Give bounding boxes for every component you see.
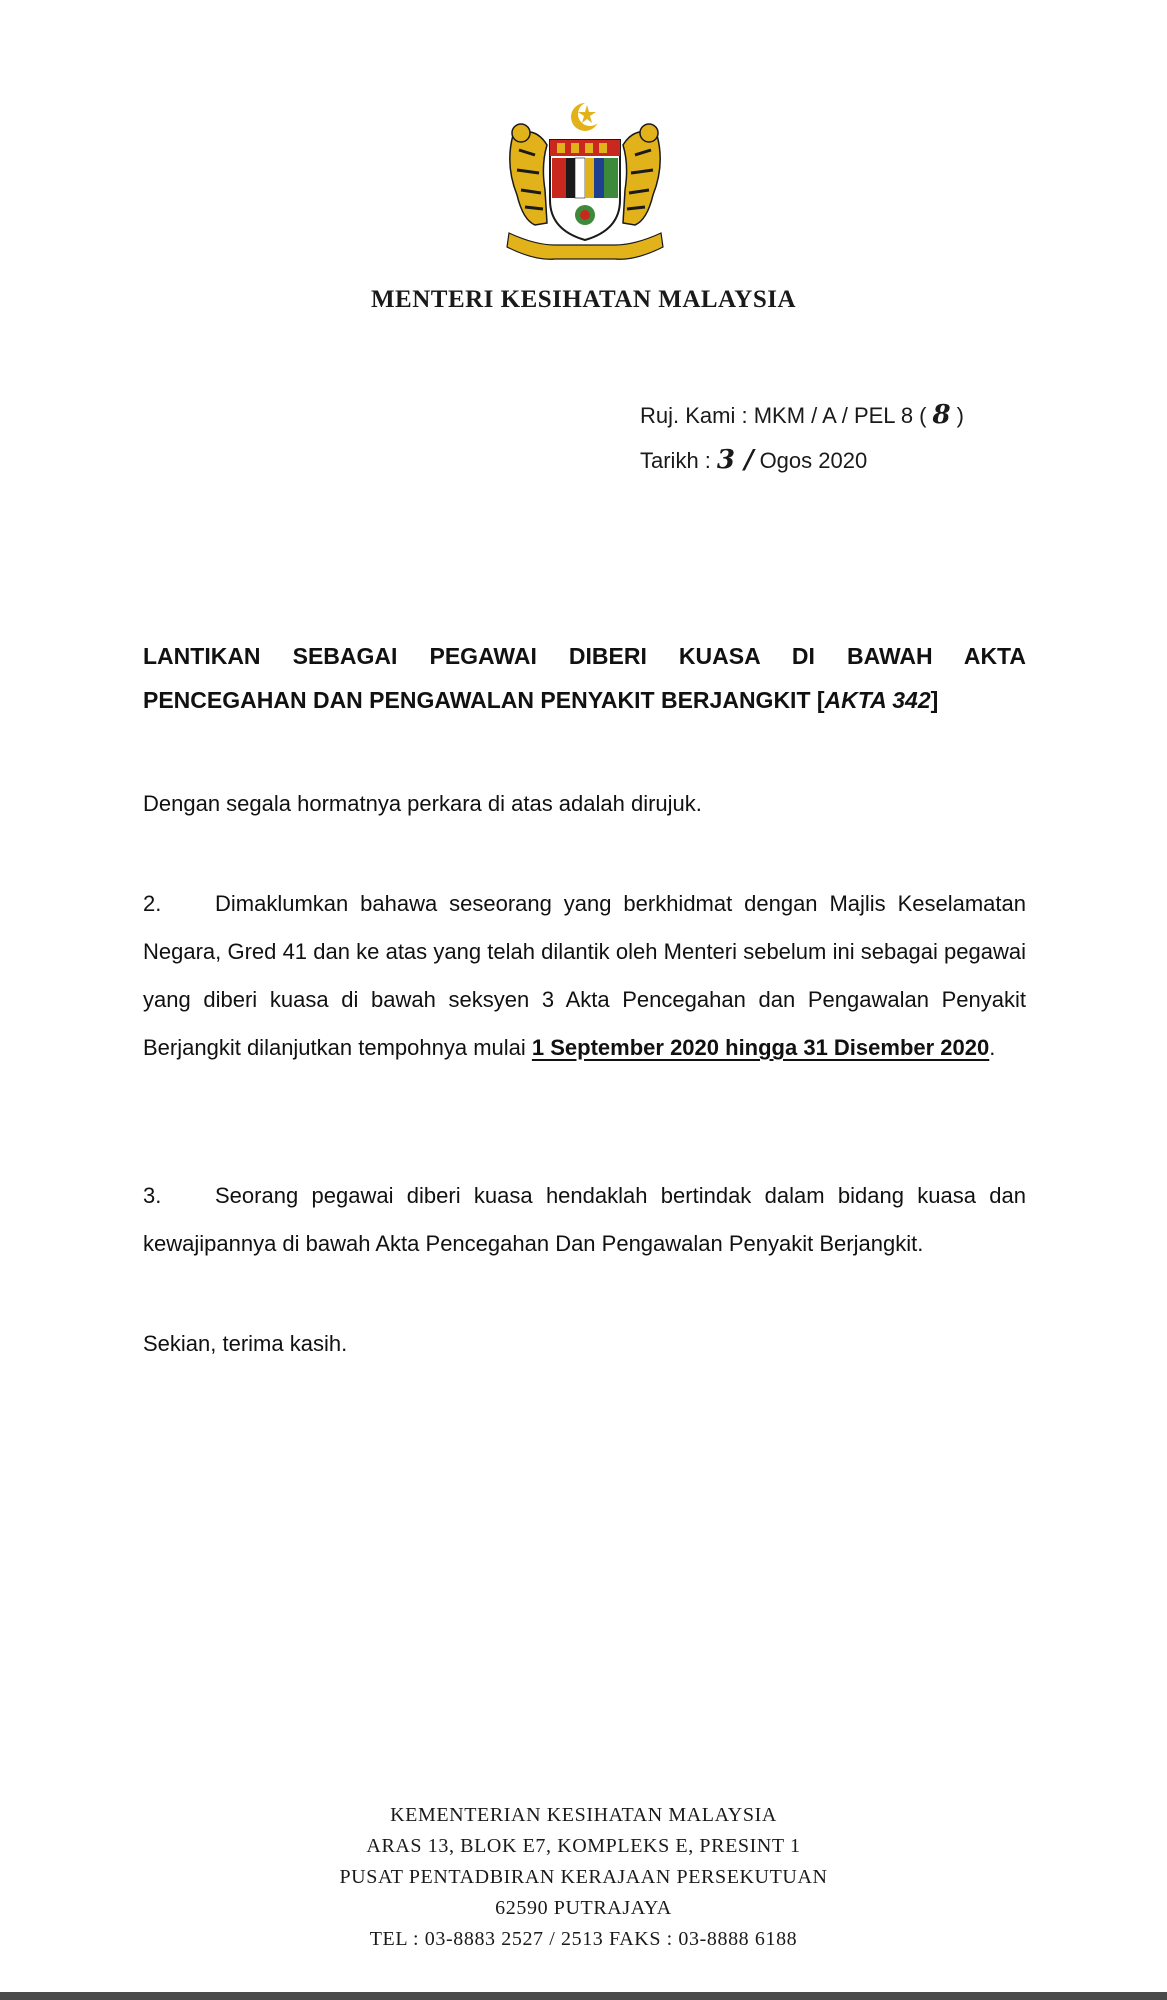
footer-address [0,1800,1167,1955]
letter-date [640,438,964,483]
letterhead-title: MENTERI KESIHATAN MALAYSIA [370,286,797,313]
scan-bottom-edge [0,1992,1167,2000]
paragraph-3-text: Seorang pegawai diberi kuasa hendaklah bertindak dalam bidang kuasa dan kewajipannya di bawah Akta Pencegahan Dan Pengawalan Penyakit Berjangkit. [143,1183,1026,1256]
malaysia-coat-of-arms-icon [495,95,675,265]
subject-heading [143,634,1026,722]
subject-line-1: LANTIKAN SEBAGAI PEGAWAI DIBERI KUASA DI BAWAH AKTA [143,643,1026,669]
subject-line-2-close: ] [930,687,939,713]
reference-close: ) [956,403,964,428]
date-label: Tarikh : [640,448,711,473]
subject-line-2-text: PENCEGAHAN DAN PENGAWALAN PENYAKIT BERJANGKIT [ [143,687,825,713]
paragraph-2-emphasis: 1 September 2020 hingga 31 Disember 2020 [531,1035,990,1060]
reference-number [640,393,964,438]
date-value: Ogos 2020 [759,448,868,473]
footer-line-1: KEMENTERIAN KESIHATAN MALAYSIA [390,1804,777,1826]
paragraph-2-end: . [989,1035,996,1060]
footer-line-4: 62590 PUTRAJAYA [495,1897,672,1919]
paragraph-3-number: 3. [143,1183,162,1208]
reference-block [640,393,964,483]
paragraph-2-number: 2. [143,891,162,916]
subject-act-reference: AKTA 342 [824,687,931,713]
closing-line: Sekian, terima kasih. [143,1331,348,1356]
reference-label: Ruj. Kami : MKM / A / PEL 8 ( [640,403,927,428]
reference-handwritten: 8 [932,400,951,430]
date-handwritten: 3 / [716,445,754,475]
footer-line-3: PUSAT PENTADBIRAN KERAJAAN PERSEKUTUAN [339,1866,828,1888]
footer-line-2: ARAS 13, BLOK E7, KOMPLEKS E, PRESINT 1 [366,1835,801,1857]
paragraph-2-text: Dimaklumkan bahawa seseorang yang berkhidmat dengan Majlis Keselamatan Negara, Gred 41 dan ke atas yang telah dilantik oleh Menteri sebelum ini sebagai pegawai yang diberi kuasa di bawah seksyen 3 Akta Pencegahan dan Pengawalan Penyakit Berjangkit dilanjutkan tempohnya mulai [143,891,1026,1060]
subject-line-2 [143,678,1026,722]
salutation: Dengan segala hormatnya perkara di atas adalah dirujuk. [143,791,702,816]
footer-line-5: TEL : 03-8883 2527 / 2513 FAKS : 03-8888 6188 [369,1928,798,1950]
paragraph-2 [143,880,1026,1072]
paragraph-3 [143,1172,1026,1268]
